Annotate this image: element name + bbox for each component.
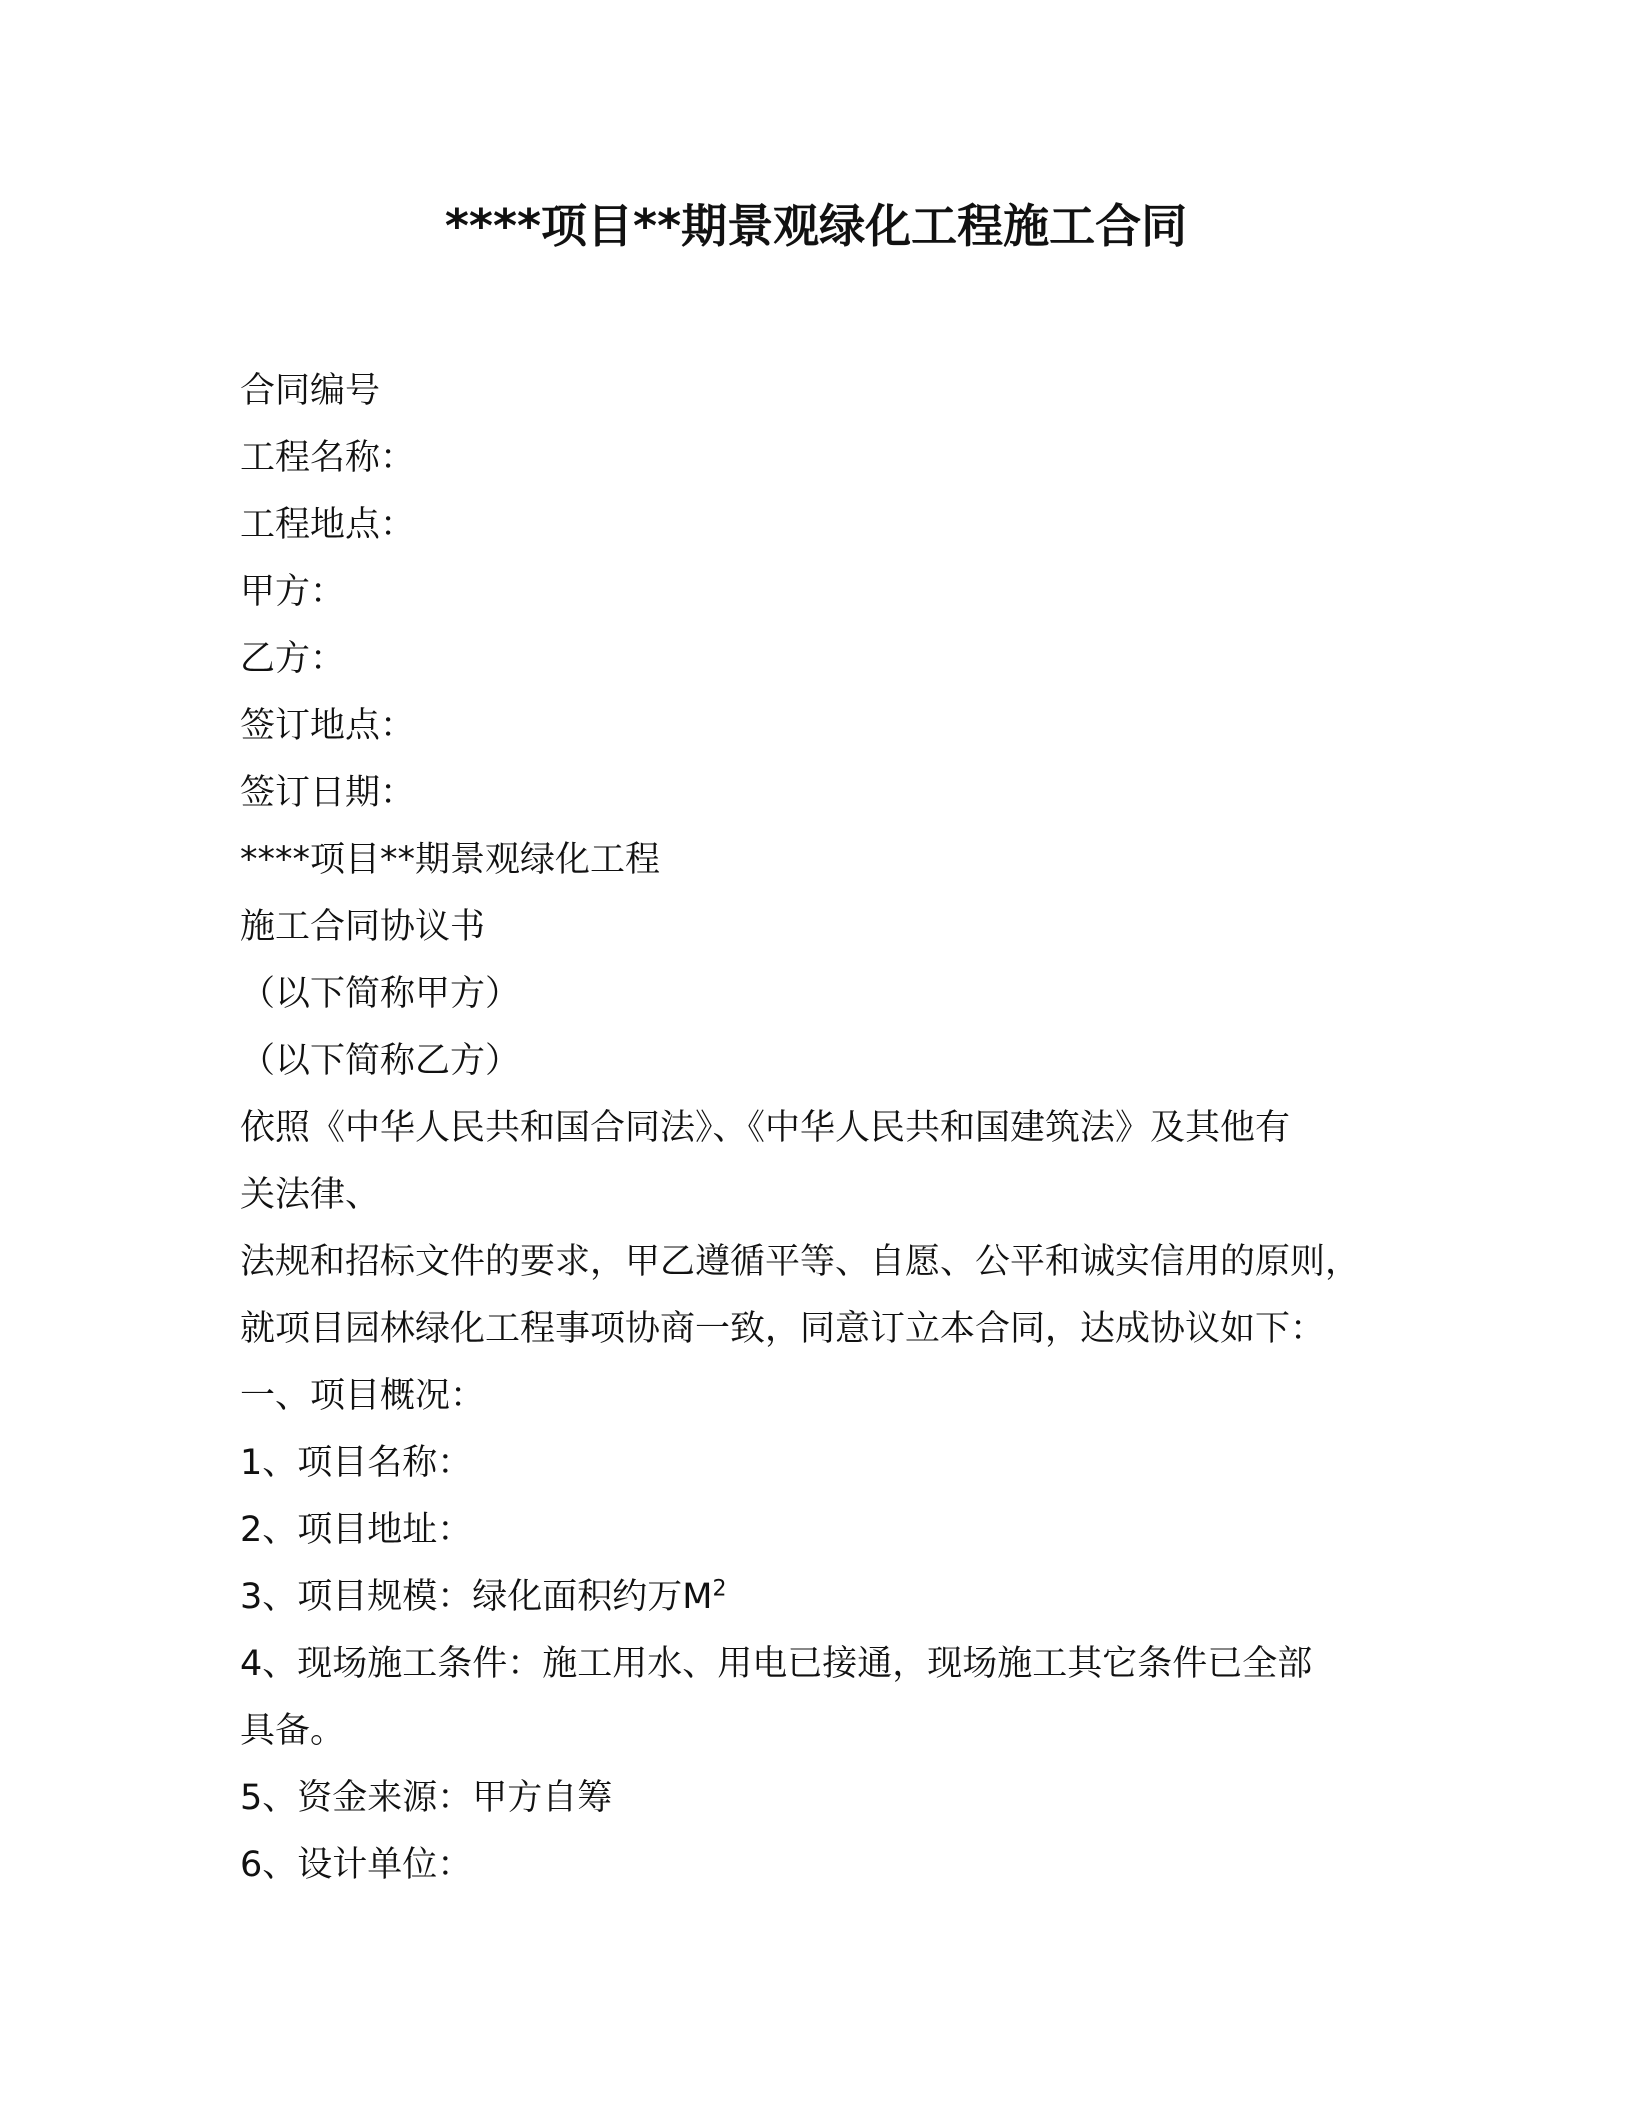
item-3-text: 3、项目规模：绿化面积约万M	[240, 1577, 713, 1617]
preamble-line-1: 依照《中华人民共和国合同法》、《中华人民共和国建筑法》及其他有	[240, 1108, 1291, 1148]
document-body	[240, 358, 1400, 1899]
party-b-line: 乙方：	[240, 639, 346, 679]
project-name-line: 工程名称：	[240, 438, 416, 478]
area-superscript: 2	[712, 1576, 727, 1602]
preamble-line-2: 关法律、	[240, 1175, 381, 1215]
document-title: ****项目**期景观绿化工程施工合同	[444, 199, 1188, 253]
item-5-funding-source: 5、资金来源：甲方自筹	[240, 1778, 613, 1818]
project-heading-line: ****项目**期景观绿化工程	[240, 840, 661, 880]
item-4-continuation: 具备。	[240, 1711, 346, 1751]
item-3-project-scale	[240, 1564, 1400, 1631]
signing-place-line: 签订地点：	[240, 706, 416, 746]
party-b-alias-line: （以下简称乙方）	[240, 1041, 521, 1081]
preamble-line-4: 就项目园林绿化工程事项协商一致，同意订立本合同，达成协议如下：	[240, 1309, 1326, 1349]
item-4-site-conditions: 4、现场施工条件：施工用水、用电已接通，现场施工其它条件已全部	[240, 1644, 1313, 1684]
item-1-project-name: 1、项目名称：	[240, 1443, 473, 1483]
party-a-alias-line: （以下简称甲方）	[240, 974, 521, 1014]
signing-date-line: 签订日期：	[240, 773, 416, 813]
contract-number-line: 合同编号	[240, 371, 381, 411]
item-6-design-unit: 6、设计单位：	[240, 1845, 473, 1885]
item-2-project-address: 2、项目地址：	[240, 1510, 473, 1550]
agreement-heading-line: 施工合同协议书	[240, 907, 486, 947]
party-a-line: 甲方：	[240, 572, 346, 612]
project-location-line: 工程地点：	[240, 505, 416, 545]
preamble-line-3: 法规和招标文件的要求，甲乙遵循平等、自愿、公平和诚实信用的原则，	[240, 1242, 1361, 1282]
section-1-heading: 一、项目概况：	[240, 1376, 486, 1416]
